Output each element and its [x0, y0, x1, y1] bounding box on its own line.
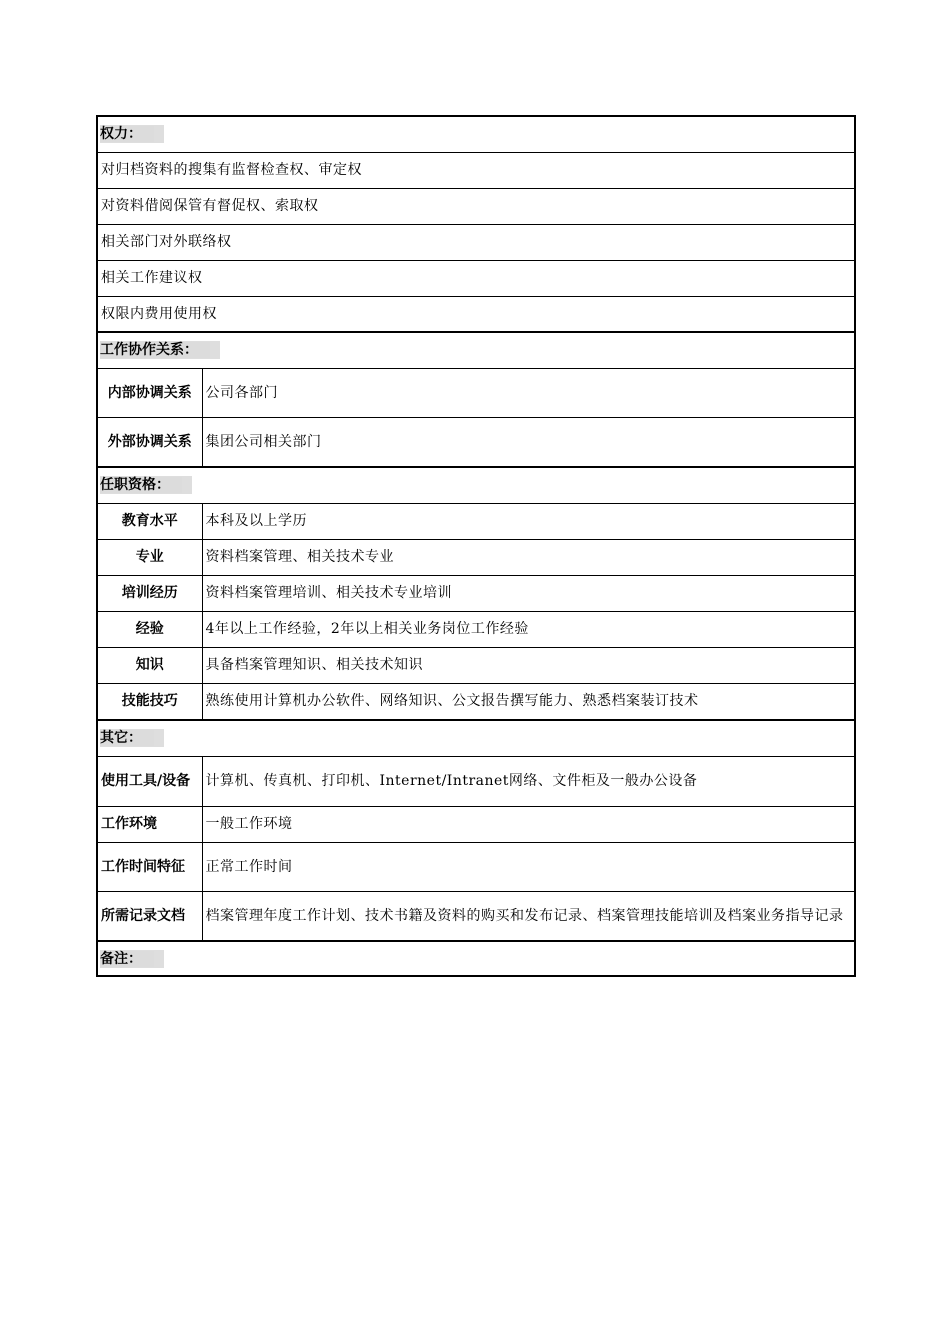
qualification-row [97, 647, 855, 683]
other-row [97, 891, 855, 941]
other-label: 工作时间特征 [97, 842, 202, 891]
qualification-header-row [97, 467, 855, 503]
qualification-value: 4年以上工作经验，2年以上相关业务岗位工作经验 [202, 611, 855, 647]
authority-item-row [97, 296, 855, 332]
other-header-cell [97, 720, 855, 756]
other-row [97, 756, 855, 806]
other-row [97, 806, 855, 842]
cooperation-row [97, 417, 855, 467]
authority-item-row [97, 260, 855, 296]
cooperation-label: 外部协调关系 [97, 417, 202, 467]
remarks-row [97, 941, 855, 976]
qualification-value: 资料档案管理、相关技术专业 [202, 539, 855, 575]
qualification-label: 经验 [97, 611, 202, 647]
qualification-label: 专业 [97, 539, 202, 575]
qualification-value: 资料档案管理培训、相关技术专业培训 [202, 575, 855, 611]
authority-item-row [97, 224, 855, 260]
qualification-title: 任职资格： [100, 477, 182, 493]
authority-title: 权力： [100, 126, 154, 142]
other-value: 正常工作时间 [202, 842, 855, 891]
qualification-label: 培训经历 [97, 575, 202, 611]
qualification-row [97, 539, 855, 575]
qualification-row [97, 575, 855, 611]
authority-item: 权限内费用使用权 [97, 296, 855, 332]
qualification-row [97, 503, 855, 539]
authority-item: 相关工作建议权 [97, 260, 855, 296]
cooperation-header-cell [97, 332, 855, 368]
authority-item-row [97, 188, 855, 224]
cooperation-value: 公司各部门 [202, 368, 855, 417]
authority-header-row [97, 116, 855, 152]
other-value: 一般工作环境 [202, 806, 855, 842]
remarks-cell [97, 941, 855, 976]
cooperation-title: 工作协作关系： [100, 342, 210, 358]
authority-item-row [97, 152, 855, 188]
other-label: 工作环境 [97, 806, 202, 842]
other-header-row [97, 720, 855, 756]
authority-item: 对归档资料的搜集有监督检查权、审定权 [97, 152, 855, 188]
qualification-label: 教育水平 [97, 503, 202, 539]
cooperation-header-row [97, 332, 855, 368]
qualification-value: 熟练使用计算机办公软件、网络知识、公文报告撰写能力、熟悉档案装订技术 [202, 683, 855, 720]
job-description-table [96, 115, 856, 977]
cooperation-row [97, 368, 855, 417]
authority-item: 对资料借阅保管有督促权、索取权 [97, 188, 855, 224]
authority-item: 相关部门对外联络权 [97, 224, 855, 260]
qualification-label: 技能技巧 [97, 683, 202, 720]
qualification-row [97, 683, 855, 720]
cooperation-value: 集团公司相关部门 [202, 417, 855, 467]
qualification-value: 本科及以上学历 [202, 503, 855, 539]
other-title: 其它： [100, 730, 154, 746]
other-row [97, 842, 855, 891]
authority-header-cell [97, 116, 855, 152]
qualification-header-cell [97, 467, 855, 503]
qualification-value: 具备档案管理知识、相关技术知识 [202, 647, 855, 683]
other-value: 档案管理年度工作计划、技术书籍及资料的购买和发布记录、档案管理技能培训及档案业务指导记录 [202, 891, 855, 941]
qualification-row [97, 611, 855, 647]
other-label: 所需记录文档 [97, 891, 202, 941]
remarks-title: 备注： [100, 951, 154, 967]
cooperation-label: 内部协调关系 [97, 368, 202, 417]
other-value: 计算机、传真机、打印机、Internet/Intranet网络、文件柜及一般办公设备 [202, 756, 855, 806]
other-label: 使用工具/设备 [97, 756, 202, 806]
qualification-label: 知识 [97, 647, 202, 683]
